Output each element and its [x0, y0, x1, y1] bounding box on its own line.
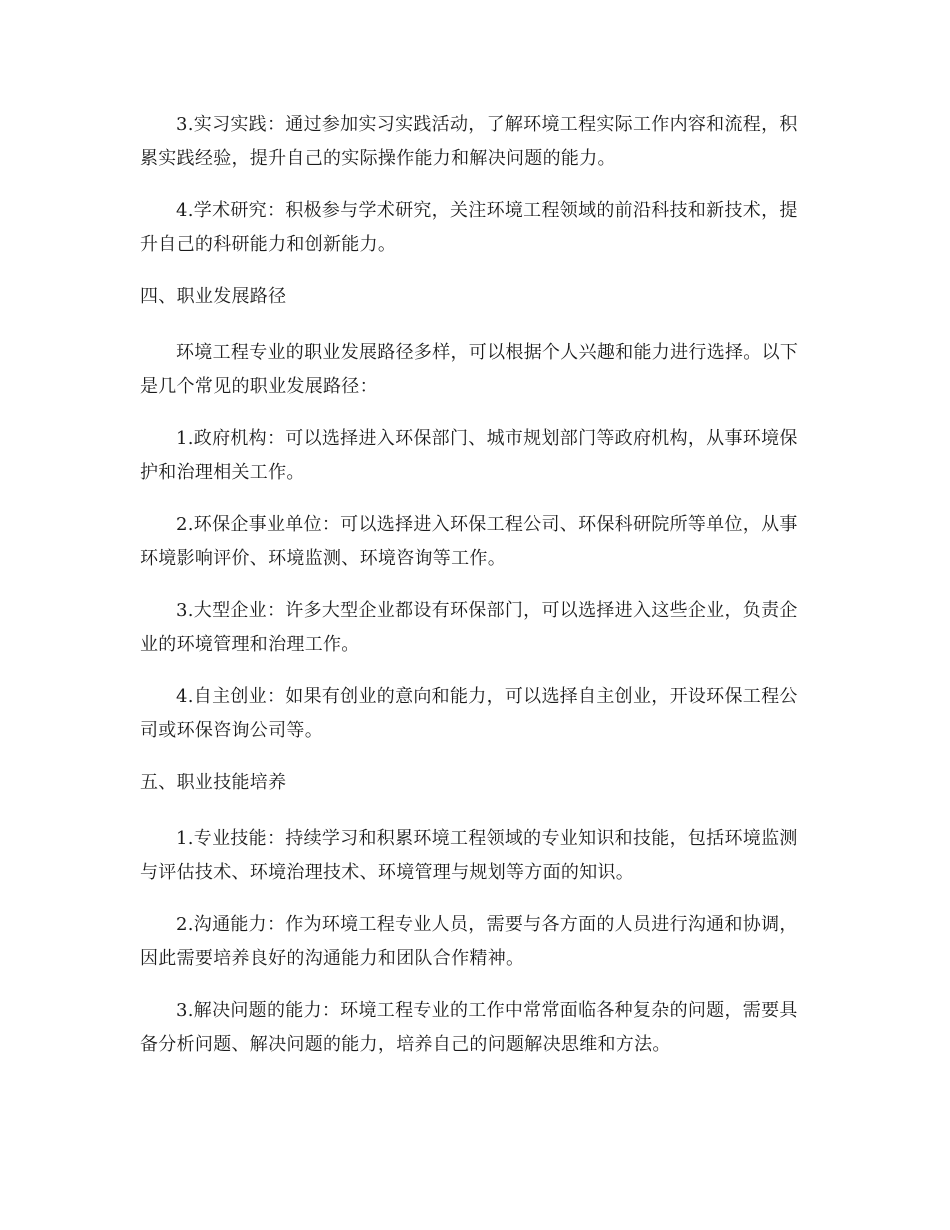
paragraph-research: 4.学术研究：积极参与学术研究，关注环境工程领域的前沿科技和新技术，提升自己的科研能力和创新能力。 — [140, 200, 798, 255]
paragraph-professional-skills: 1.专业技能：持续学习和积累环境工程领域的专业知识和技能，包括环境监测与评估技术、环境治理技术、环境管理与规划等方面的知识。 — [140, 828, 798, 883]
paragraph-problem-solving: 3.解决问题的能力：环境工程专业的工作中常常面临各种复杂的问题，需要具备分析问题、解决问题的能力，培养自己的问题解决思维和方法。 — [140, 1000, 798, 1055]
section-heading-skills: 五、职业技能培养 — [140, 772, 287, 793]
paragraph-large-enterprise: 3.大型企业：许多大型企业都设有环保部门，可以选择进入这些企业，负责企业的环境管理和治理工作。 — [140, 600, 798, 655]
paragraph-career-intro: 环境工程专业的职业发展路径多样，可以根据个人兴趣和能力进行选择。以下是几个常见的职业发展路径： — [140, 342, 799, 397]
section-heading-career-path: 四、职业发展路径 — [140, 286, 287, 307]
paragraph-internship: 3.实习实践：通过参加实习实践活动，了解环境工程实际工作内容和流程，积累实践经验，提升自己的实际操作能力和解决问题的能力。 — [140, 114, 798, 169]
paragraph-communication: 2.沟通能力：作为环境工程专业人员，需要与各方面的人员进行沟通和协调，因此需要培养良好的沟通能力和团队合作精神。 — [140, 914, 798, 969]
paragraph-government: 1.政府机构：可以选择进入环保部门、城市规划部门等政府机构，从事环境保护和治理相关工作。 — [140, 428, 798, 483]
paragraph-entrepreneurship: 4.自主创业：如果有创业的意向和能力，可以选择自主创业，开设环保工程公司或环保咨询公司等。 — [140, 686, 798, 741]
paragraph-env-enterprise: 2.环保企事业单位：可以选择进入环保工程公司、环保科研院所等单位，从事环境影响评价、环境监测、环境咨询等工作。 — [140, 514, 798, 569]
